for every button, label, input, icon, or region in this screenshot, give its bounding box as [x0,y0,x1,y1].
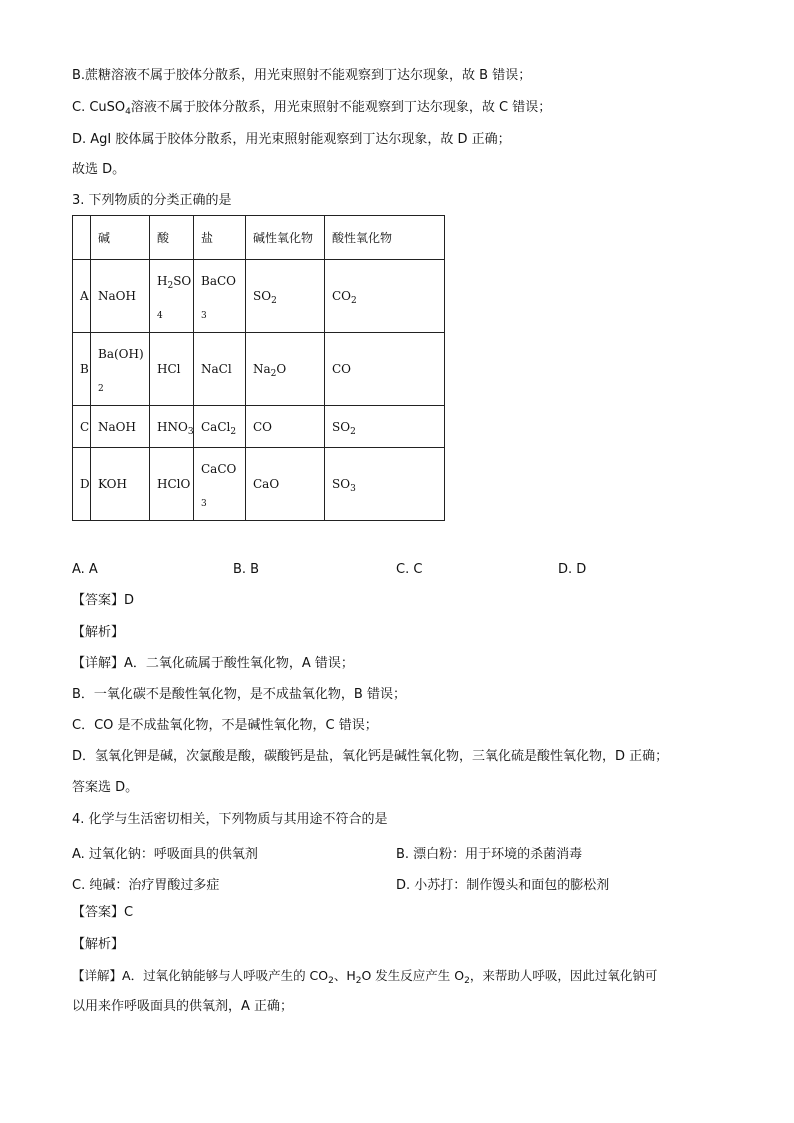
q4-answer-tag: 【答案】 [72,905,125,920]
header-cell-empty [73,216,91,260]
q3-analysis-tag: 【解析】 [72,625,125,640]
prev-line-d-text: D. AgI 胶体属于胶体分散系，用光束照射能观察到丁达尔现象，故 D 正确； [72,132,511,147]
row-label: B [73,333,91,406]
table-row [73,260,445,333]
cell-salt: NaCl [194,333,246,406]
q4-option-c[interactable]: C. 纯碱：治疗胃酸过多症 [72,878,220,893]
q4-detail-tag: 【详解】 [72,968,123,983]
row-label: A [73,260,91,333]
cell-acid: $H_2SO$ $_4$ [150,260,194,333]
row-label: C [73,406,91,448]
cell-base: NaOH [91,406,150,448]
q3-detail-a-text: A．二氧化硫属于酸性氧化物，A 错误； [124,656,354,671]
prev-line-c-sub: 4 [125,107,131,117]
q3-answer-value: D [124,593,135,608]
cell-salt: CaCO $_3$ [194,448,246,521]
cell-base: Ba(OH) $_2$ [91,333,150,406]
q4-option-d[interactable]: D. 小苏打：制作馒头和面包的膨松剂 [396,878,610,893]
prev-line-b-text: B.蔗糖溶液不属于胶体分散系，用光束照射不能观察到丁达尔现象，故 B 错误； [72,68,532,83]
q3-detail-a [72,656,354,672]
prev-line-c [72,100,551,116]
q4-detail-a-line1: 【详解】A．过氧化钠能够与人呼吸产生的 $CO_2$、$H_2O$ 发生反应产生 $O_2$，来帮助人呼吸，因此过氧化钠可 [72,968,658,986]
cell-acidic-oxide: CO [325,333,445,406]
cell-salt: BaCO $_3$ [194,260,246,333]
q3-detail-c: C．CO 是不成盐氧化物，不是碱性氧化物，C 错误； [72,718,378,733]
cell-acid: HClO [150,448,194,521]
cell-acidic-oxide: $CO_2$ [325,260,445,333]
q4-stem: 4. 化学与生活密切相关，下列物质与其用途不符合的是 [72,812,388,827]
q3-option-b[interactable]: B. B [233,562,260,577]
header-cell-base: 碱 [91,216,150,260]
classification-table [72,215,445,521]
q4-option-a[interactable]: A. 过氧化钠：呼吸面具的供氧剂 [72,847,258,862]
cell-basic-oxide: CO [246,406,325,448]
cell-base: KOH [91,448,150,521]
q3-option-a[interactable]: A. A [72,562,98,577]
prev-conclusion: 故选 D。 [72,162,126,177]
table-row [73,406,445,448]
cell-acid: $HNO_3$ [150,406,194,448]
q4-analysis-tag: 【解析】 [72,937,125,952]
q3-conclusion: 答案选 D。 [72,780,139,795]
q3-option-d[interactable]: D. D [558,562,587,577]
q4-detail-a-line2: 以用来作呼吸面具的供氧剂，A 正确； [72,999,294,1014]
table-row [73,448,445,521]
q3-answer [72,593,134,609]
q4-answer [72,905,133,921]
header-cell-acid: 酸 [150,216,194,260]
q3-answer-tag: 【答案】 [72,593,125,608]
prev-line-b [72,68,531,84]
q3-detail-tag: 【详解】 [72,656,125,671]
table-header-row [73,216,445,260]
q4-answer-value: C [124,905,134,920]
row-label: D [73,448,91,521]
q4-option-b[interactable]: B. 漂白粉：用于环境的杀菌消毒 [396,847,583,862]
header-cell-salt: 盐 [194,216,246,260]
table-row [73,333,445,406]
q3-stem: 3. 下列物质的分类正确的是 [72,193,232,208]
q3-option-c[interactable]: C. C [396,562,423,577]
cell-acid: HCl [150,333,194,406]
cell-acidic-oxide: $SO_2$ [325,406,445,448]
q3-detail-d: D．氢氧化钾是碱，次氯酸是酸，碳酸钙是盐，氧化钙是碱性氧化物，三氧化硫是酸性氧化物，D 正确； [72,749,669,764]
prev-line-d [72,132,511,148]
q3-detail-b: B．一氧化碳不是酸性氧化物，是不成盐氧化物，B 错误； [72,687,406,702]
cell-base: NaOH [91,260,150,333]
cell-basic-oxide: CaO [246,448,325,521]
prev-line-c-pre: C. CuSO [72,100,126,115]
cell-basic-oxide: $SO_2$ [246,260,325,333]
cell-acidic-oxide: $SO_3$ [325,448,445,521]
prev-line-c-post: 溶液不属于胶体分散系，用光束照射不能观察到丁达尔现象，故 C 错误； [130,100,552,115]
header-cell-basic-oxide: 碱性氧化物 [246,216,325,260]
cell-basic-oxide: $Na_2O$ [246,333,325,406]
cell-salt: CaCl$_2$ [194,406,246,448]
header-cell-acidic-oxide: 酸性氧化物 [325,216,445,260]
